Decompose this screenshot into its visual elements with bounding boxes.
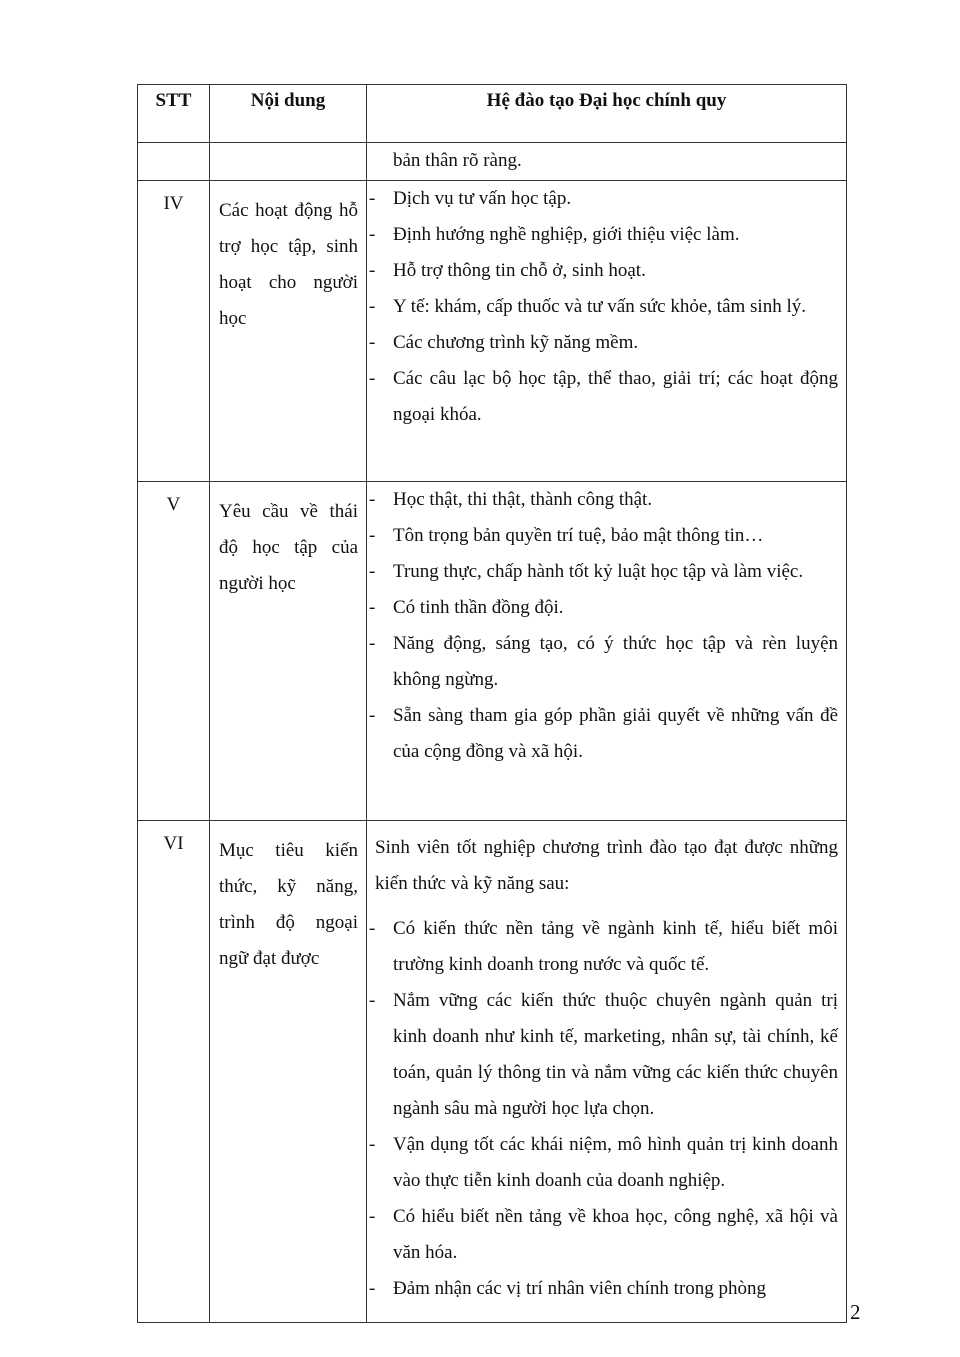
cell-empty: [138, 143, 210, 181]
list-item: - Có tinh thần đồng đội.: [367, 590, 838, 626]
row-content: Yêu cầu về thái độ học tập của người học: [210, 482, 367, 821]
continuation-text: bản thân rõ ràng.: [393, 150, 522, 171]
row-stt: IV: [138, 181, 210, 482]
list-item: - Học thật, thi thật, thành công thật.: [367, 482, 838, 518]
table-row-continuation: [138, 143, 847, 181]
row-details: [367, 181, 847, 482]
list-item: - Có hiểu biết nền tảng về khoa học, công nghệ, xã hội và văn hóa.: [367, 1199, 838, 1271]
list-item: - Các câu lạc bộ học tập, thể thao, giải trí; các hoạt động ngoại khóa.: [367, 361, 838, 433]
table-row: [138, 181, 847, 482]
list-item: - Trung thực, chấp hành tốt kỷ luật học tập và làm việc.: [367, 554, 838, 590]
list-item: - Dịch vụ tư vấn học tập.: [367, 181, 838, 217]
table-row: [138, 821, 847, 1323]
bullet-list: [367, 911, 838, 1307]
header-content: Nội dung: [210, 85, 367, 143]
row-content: Các hoạt động hỗ trợ học tập, sinh hoạt cho người học: [210, 181, 367, 482]
program-info-table: [137, 84, 847, 1323]
list-item: - Y tế: khám, cấp thuốc và tư vấn sức khỏe, tâm sinh lý.: [367, 289, 838, 325]
row-stt: V: [138, 482, 210, 821]
list-item: - Định hướng nghề nghiệp, giới thiệu việc làm.: [367, 217, 838, 253]
row-details: [367, 821, 847, 1323]
bullet-list: [367, 181, 838, 433]
row-stt: VI: [138, 821, 210, 1323]
row-content: Mục tiêu kiến thức, kỹ năng, trình độ ngoại ngữ đạt được: [210, 821, 367, 1323]
table-row: [138, 482, 847, 821]
header-stt: STT: [138, 85, 210, 143]
list-item: - Nắm vững các kiến thức thuộc chuyên ngành quản trị kinh doanh như kinh tế, marketing, nhân sự, tài chính, kế toán, quản lý thông tin và nắm vững các kiến thức chuyên ngành sâu mà người học lựa chọn.: [367, 983, 838, 1127]
table-header-row: [138, 85, 847, 143]
list-item: - Tôn trọng bản quyền trí tuệ, bảo mật thông tin…: [367, 518, 838, 554]
page-number: 2: [850, 1300, 861, 1324]
list-item: - Có kiến thức nền tảng về ngành kinh tế, hiểu biết môi trường kinh doanh trong nước và quốc tế.: [367, 911, 838, 983]
list-item: - Hỗ trợ thông tin chỗ ở, sinh hoạt.: [367, 253, 838, 289]
row-intro: Sinh viên tốt nghiệp chương trình đào tạo đạt được những kiến thức và kỹ năng sau:: [375, 837, 838, 894]
list-item: - Năng động, sáng tạo, có ý thức học tập và rèn luyện không ngừng.: [367, 626, 838, 698]
list-item: - Đảm nhận các vị trí nhân viên chính trong phòng: [367, 1271, 838, 1307]
cell-continuation: [367, 143, 847, 181]
list-item: - Sẵn sàng tham gia góp phần giải quyết về những vấn đề của cộng đồng và xã hội.: [367, 698, 838, 770]
row-details: [367, 482, 847, 821]
bullet-list: [367, 482, 838, 770]
list-item: - Vận dụng tốt các khái niệm, mô hình quản trị kinh doanh vào thực tiễn kinh doanh của doanh nghiệp.: [367, 1127, 838, 1199]
cell-empty: [210, 143, 367, 181]
list-item: - Các chương trình kỹ năng mềm.: [367, 325, 838, 361]
header-program: Hệ đào tạo Đại học chính quy: [367, 85, 847, 143]
